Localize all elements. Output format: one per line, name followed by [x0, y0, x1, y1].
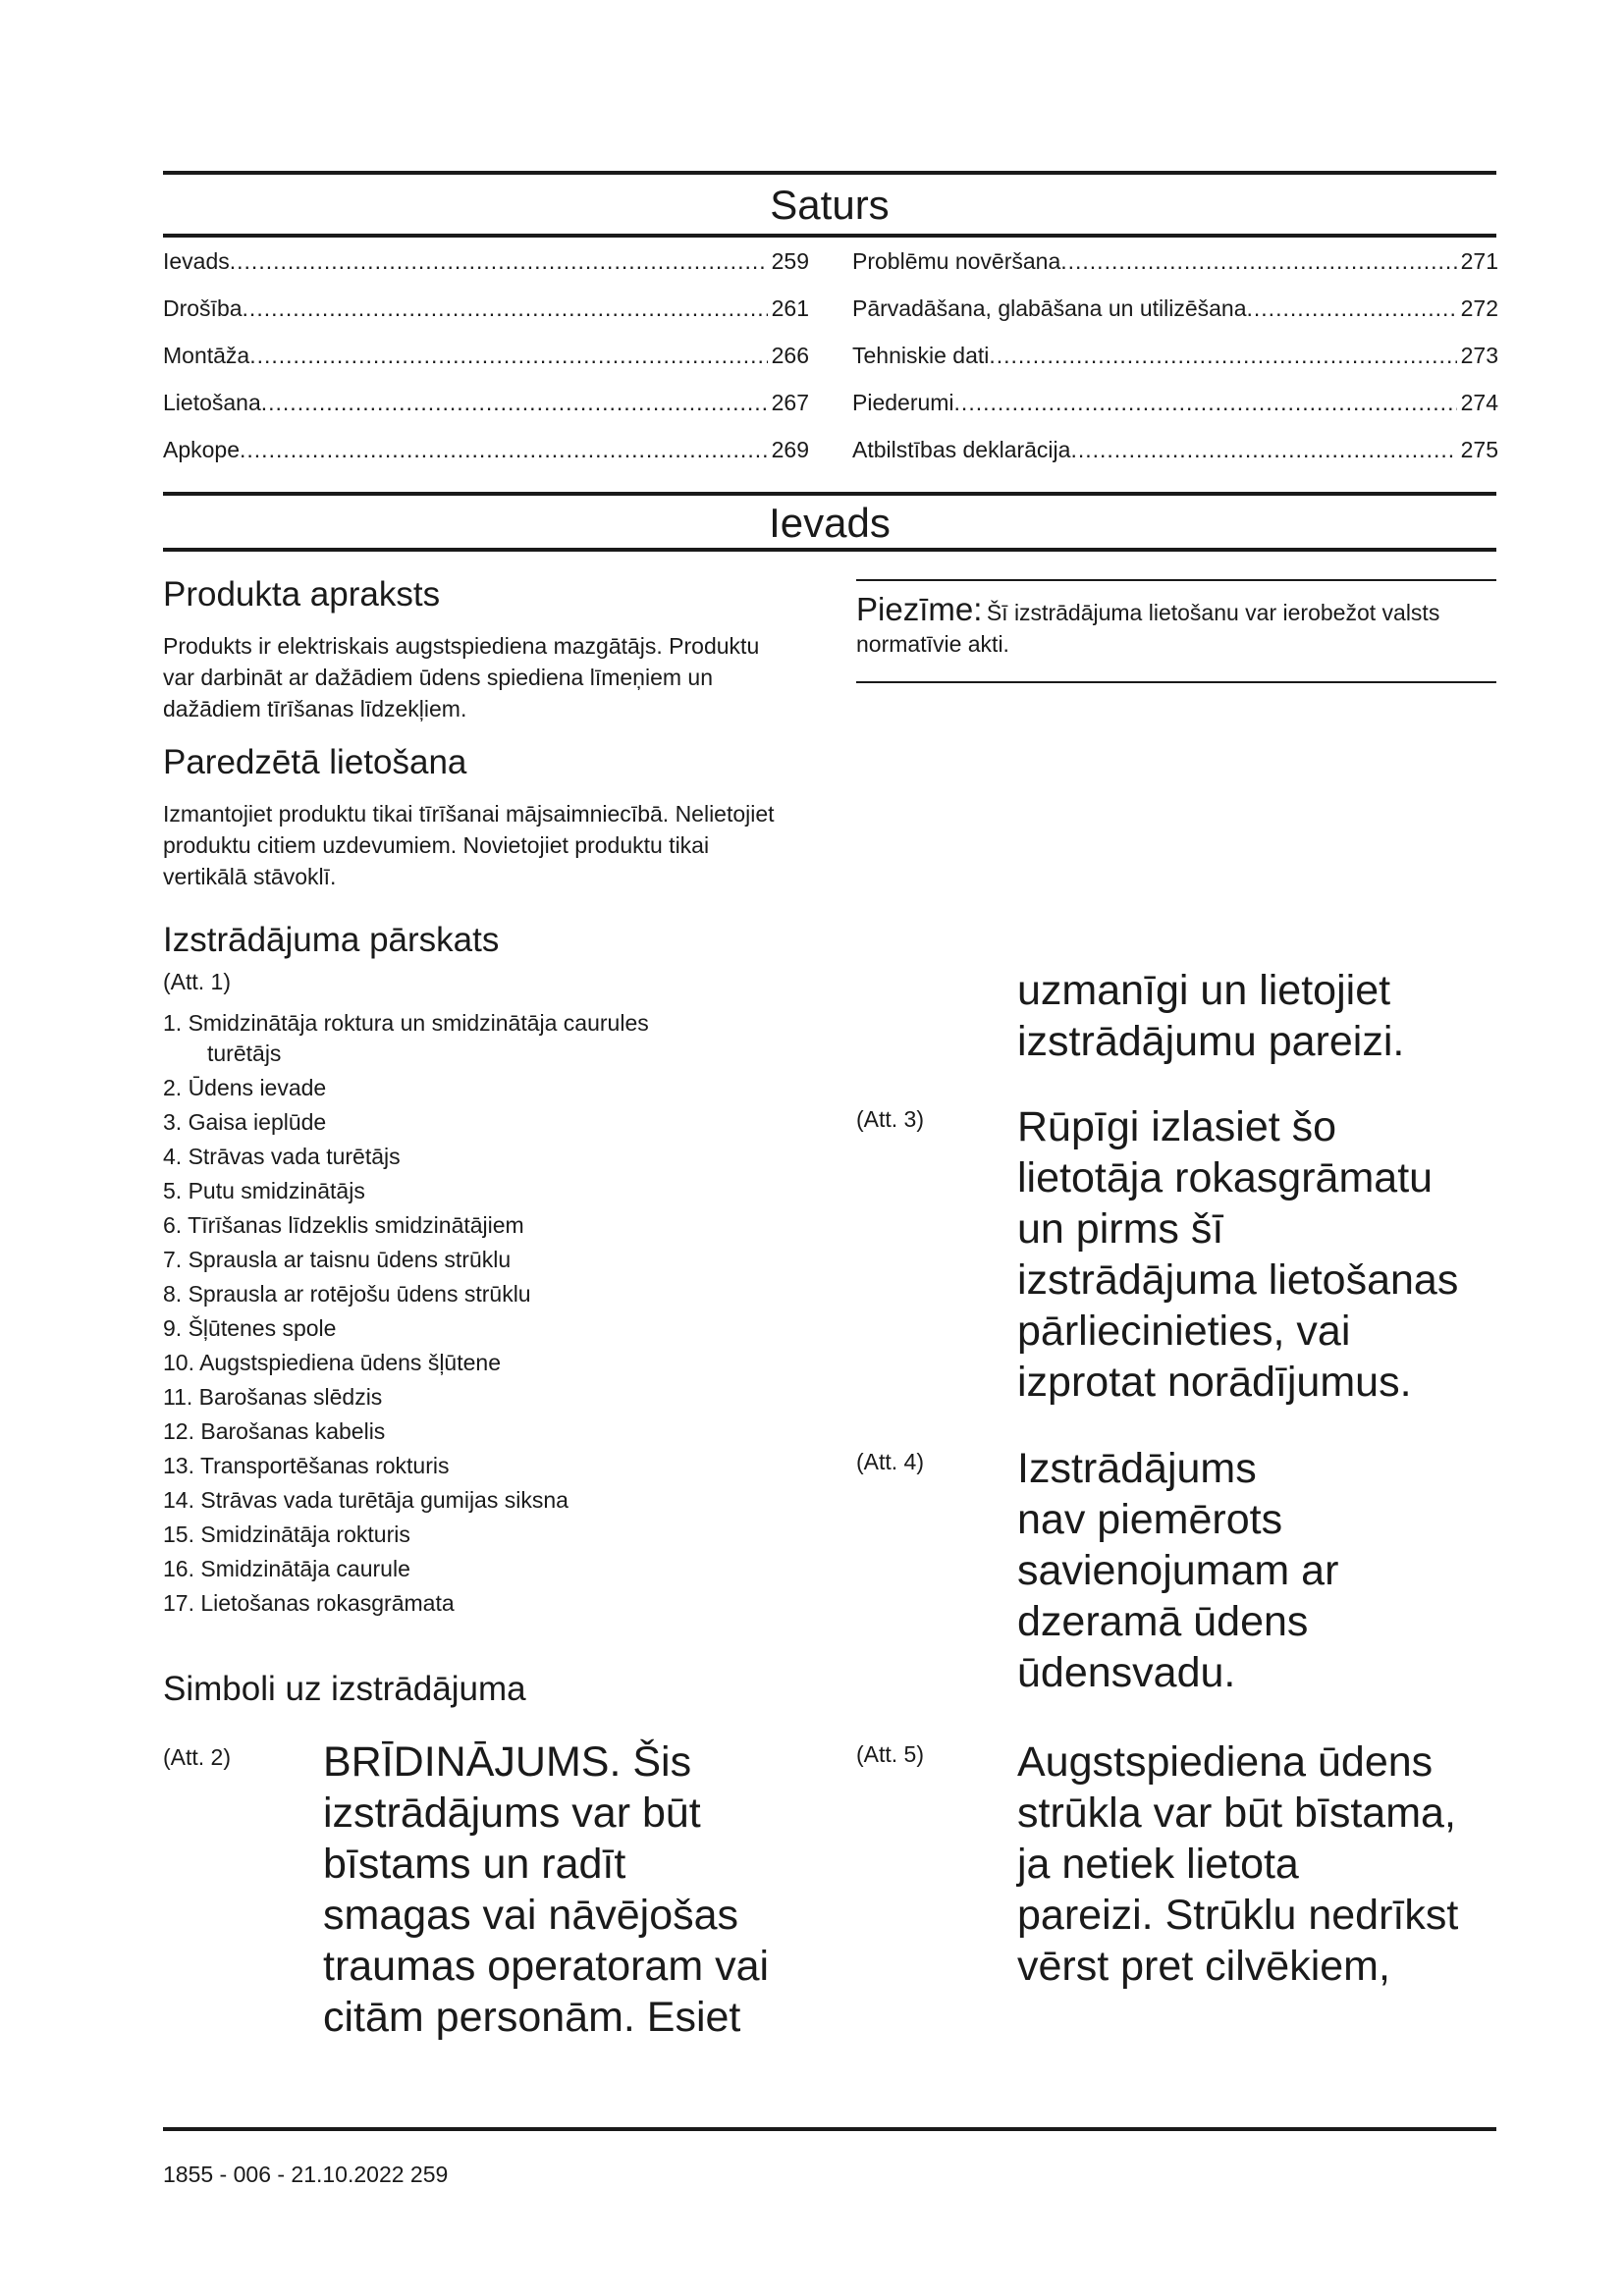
warning-line: strūkla var būt bīstama,: [1017, 1789, 1456, 1837]
toc-entry-page: 266: [771, 343, 809, 368]
att2-warning-text: [323, 1736, 769, 2043]
toc-entry-page: 269: [771, 437, 809, 462]
overview-list-item: [163, 1174, 791, 1208]
toc-leader-dots: [243, 295, 768, 322]
warning-line: uzmanīgi un lietojiet: [1017, 967, 1391, 1014]
warning-line: pareizi. Strūklu nedrīkst: [1017, 1892, 1459, 1939]
warning-line: un pirms šī: [1017, 1205, 1224, 1253]
overview-list-item: [163, 1586, 791, 1621]
intro-top-rule: [163, 492, 1496, 496]
warning-line: savienojumam ar: [1017, 1547, 1339, 1594]
warning-line: nav piemērots: [1017, 1496, 1283, 1543]
att2-ref: (Att. 2): [163, 1744, 232, 1770]
overview-item-text: 12. Barošanas kabelis: [163, 1418, 386, 1444]
intended-use-text: Izmantojiet produktu tikai tīrīšanai mājsaimniecībā. Nelietojiet produktu citiem uzdevumiem. Novietojiet produktu tikai vertikālā stāvoklī.: [163, 801, 775, 889]
overview-list-item: [163, 1277, 791, 1311]
toc-entry-page: 261: [771, 295, 809, 321]
overview-item-text: 15. Smidzinātāja rokturis: [163, 1522, 410, 1547]
warning-line: ja netiek lietota: [1017, 1841, 1299, 1888]
toc-entry[interactable]: [163, 343, 809, 390]
warning-line: Rūpīgi izlasiet šo: [1017, 1103, 1337, 1150]
product-overview-heading: Izstrādājuma pārskats: [163, 921, 500, 959]
footer-text: 1855 - 006 - 21.10.2022 259: [163, 2162, 449, 2187]
overview-list-item: [163, 1105, 791, 1140]
product-overview-list: [163, 1006, 791, 1621]
toc-entry[interactable]: [852, 343, 1498, 390]
overview-list-item: [163, 1006, 791, 1071]
toc-leader-dots: [261, 390, 768, 416]
toc-entry-page: 259: [771, 248, 809, 274]
att5-warning-text: [1017, 1736, 1458, 1992]
warning-line: Izstrādājums: [1017, 1445, 1257, 1492]
toc-entry[interactable]: [163, 248, 809, 295]
toc-entry-label: Problēmu novēršana: [852, 248, 1061, 274]
overview-list-item: [163, 1071, 791, 1105]
product-description-heading: Produkta apraksts: [163, 575, 441, 614]
overview-figure-ref: (Att. 1): [163, 969, 232, 994]
att5-ref: (Att. 5): [856, 1741, 925, 1767]
toc-entry-label: Montāža: [163, 343, 250, 368]
toc-leader-dots: [1060, 248, 1456, 275]
warning-line: BRĪDINĀJUMS. Šis: [323, 1738, 692, 1786]
warning-line: izstrādājuma lietošanas: [1017, 1256, 1459, 1304]
overview-item-text: 7. Sprausla ar taisnu ūdens strūklu: [163, 1247, 512, 1272]
toc-leader-dots: [249, 343, 767, 369]
overview-item-continuation: turētājs: [207, 1041, 282, 1066]
product-description-text: Produkts ir elektriskais augstspiediena mazgātājs. Produktu var darbināt ar dažādiem ūdens spiediena līmeņiem un dažādiem tīrīšanas līdzekļiem.: [163, 633, 760, 721]
toc-leader-dots: [230, 248, 768, 275]
overview-list-item: [163, 1483, 791, 1518]
overview-item-text: 2. Ūdens ievade: [163, 1075, 327, 1100]
toc-entry[interactable]: [163, 437, 809, 484]
footer-rule: [163, 2127, 1496, 2131]
note-title: Piezīme:: [856, 591, 983, 627]
att2-warning-continued: [1017, 965, 1404, 1067]
overview-item-text: 6. Tīrīšanas līdzeklis smidzinātājiem: [163, 1212, 524, 1238]
overview-list-item: [163, 1449, 791, 1483]
toc-leader-dots: [989, 343, 1456, 369]
warning-line: smagas vai nāvējošas: [323, 1892, 739, 1939]
toc-entry-label: Piederumi: [852, 390, 954, 415]
warning-line: traumas operatoram vai: [323, 1943, 770, 1990]
toc-entry-page: 274: [1460, 390, 1498, 415]
toc-entry-label: Lietošana: [163, 390, 261, 415]
intended-use-heading: Paredzētā lietošana: [163, 743, 467, 781]
overview-list-item: [163, 1346, 791, 1380]
toc-entry-page: 275: [1460, 437, 1498, 462]
toc-entry-label: Ievads: [163, 248, 230, 274]
toc-entry[interactable]: [852, 437, 1498, 484]
overview-item-text: 11. Barošanas slēdzis: [163, 1384, 383, 1410]
toc-entry[interactable]: [852, 295, 1498, 343]
symbols-heading: Simboli uz izstrādājuma: [163, 1670, 526, 1708]
toc-title-rule: [163, 234, 1496, 238]
overview-list-item: [163, 1518, 791, 1552]
toc-entry-label: Apkope: [163, 437, 241, 462]
att3-warning-text: [1017, 1101, 1458, 1408]
warning-line: izprotat norādījumus.: [1017, 1359, 1412, 1406]
overview-item-text: 5. Putu smidzinātājs: [163, 1178, 365, 1203]
toc-entry-label: Pārvadāšana, glabāšana un utilizēšana: [852, 295, 1247, 321]
warning-line: izstrādājumu pareizi.: [1017, 1018, 1405, 1065]
overview-item-text: 14. Strāvas vada turētāja gumijas siksna: [163, 1487, 568, 1513]
toc-leader-dots: [240, 437, 768, 463]
overview-item-text: 4. Strāvas vada turētājs: [163, 1144, 401, 1169]
note-box: [856, 579, 1496, 683]
toc-entry-page: 267: [771, 390, 809, 415]
toc-entry-page: 271: [1460, 248, 1498, 274]
overview-item-text: 1. Smidzinātāja roktura un smidzinātāja caurules: [163, 1010, 649, 1036]
overview-item-text: 9. Šļūtenes spole: [163, 1315, 337, 1341]
overview-item-text: 13. Transportēšanas rokturis: [163, 1453, 450, 1478]
overview-list-item: [163, 1380, 791, 1415]
warning-line: Augstspiediena ūdens: [1017, 1738, 1434, 1786]
overview-list-item: [163, 1552, 791, 1586]
overview-list-item: [163, 1415, 791, 1449]
toc-entry[interactable]: [163, 295, 809, 343]
toc-entry-page: 272: [1460, 295, 1498, 321]
warning-line: dzeramā ūdens: [1017, 1598, 1309, 1645]
warning-line: izstrādājums var būt: [323, 1789, 701, 1837]
warning-line: pārliecinieties, vai: [1017, 1308, 1351, 1355]
toc-top-rule: [163, 171, 1496, 175]
intro-title: Ievads: [769, 500, 891, 546]
warning-line: lietotāja rokasgrāmatu: [1017, 1154, 1434, 1201]
toc-entry-label: Atbilstības deklarācija: [852, 437, 1071, 462]
toc-right-column: [852, 248, 1498, 484]
toc-entry[interactable]: [852, 248, 1498, 295]
toc-title: Saturs: [770, 182, 890, 228]
warning-line: citām personām. Esiet: [323, 1994, 741, 2041]
warning-line: vērst pret cilvēkiem,: [1017, 1943, 1390, 1990]
overview-item-text: 16. Smidzinātāja caurule: [163, 1556, 410, 1581]
overview-list-item: [163, 1140, 791, 1174]
note-bottom-rule: [856, 681, 1496, 683]
intro-title-rule: [163, 548, 1496, 552]
toc-entry-page: 273: [1460, 343, 1498, 368]
note-text: Šī izstrādājuma lietošanu var ierobežot valsts normatīvie akti.: [856, 600, 1440, 657]
att3-ref: (Att. 3): [856, 1106, 925, 1132]
toc-entry-label: Tehniskie dati: [852, 343, 990, 368]
att4-warning-text: [1017, 1443, 1338, 1698]
toc-leader-dots: [1247, 295, 1457, 322]
toc-entry[interactable]: [852, 390, 1498, 437]
warning-line: bīstams un radīt: [323, 1841, 626, 1888]
toc-left-column: [163, 248, 809, 484]
overview-item-text: 3. Gaisa ieplūde: [163, 1109, 327, 1135]
overview-item-text: 10. Augstspiediena ūdens šļūtene: [163, 1350, 501, 1375]
warning-line: ūdensvadu.: [1017, 1649, 1236, 1696]
overview-item-text: 8. Sprausla ar rotējošu ūdens strūklu: [163, 1281, 531, 1307]
overview-list-item: [163, 1208, 791, 1243]
toc-leader-dots: [954, 390, 1457, 416]
overview-list-item: [163, 1243, 791, 1277]
overview-list-item: [163, 1311, 791, 1346]
att4-ref: (Att. 4): [856, 1449, 925, 1474]
overview-item-text: 17. Lietošanas rokasgrāmata: [163, 1590, 455, 1616]
toc-entry[interactable]: [163, 390, 809, 437]
toc-leader-dots: [1070, 437, 1456, 463]
toc-entry-label: Drošība: [163, 295, 243, 321]
